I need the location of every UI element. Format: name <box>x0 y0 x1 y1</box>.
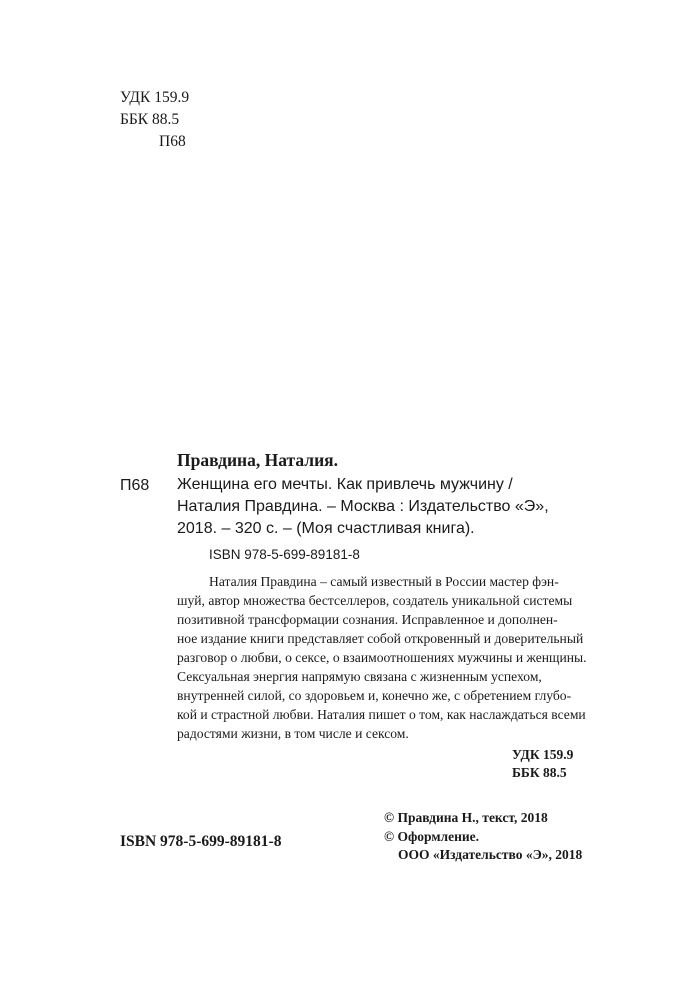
annotation-line: разговор о любви, о сексе, о взаимоотношениях мужчины и женщины. <box>177 650 587 665</box>
bbk-code: ББК 88.5 <box>120 111 180 128</box>
copyright-line: ООО «Издательство «Э», 2018 <box>398 847 583 862</box>
copyright-line: © Правдина Н., текст, 2018 <box>384 810 548 825</box>
record-title-block <box>177 474 549 540</box>
annotation-paragraph <box>177 572 599 743</box>
annotation-line: радостями жизни, в том числе и сексом. <box>177 726 409 741</box>
bbk-code-bold: ББК 88.5 <box>512 765 567 780</box>
codes-block <box>512 746 573 782</box>
udk-code-bold: УДК 159.9 <box>512 747 574 762</box>
annotation-line: ное издание книги представляет собой откровенный и доверительный <box>177 631 584 646</box>
record-title-line: Женщина его мечты. Как привлечь мужчину / <box>177 476 513 493</box>
record-author: Правдина, Наталия. <box>177 450 338 470</box>
copyright-line: © Оформление. <box>384 828 480 844</box>
annotation-line: кой и страстной любви. Наталия пишет о том, как наслаждаться всеми <box>177 707 586 722</box>
author-sign-code: П68 <box>159 133 186 150</box>
udk-code: УДК 159.9 <box>120 89 190 106</box>
record-title-line: Наталия Правдина. – Москва : Издательство «Э», <box>177 498 549 515</box>
record-title-line: 2018. – 320 с. – (Моя счастливая книга). <box>177 520 475 537</box>
record-isbn: ISBN 978-5-699-89181-8 <box>209 547 360 562</box>
annotation-line: шуй, автор множества бестселлеров, создатель уникальной системы <box>177 593 573 608</box>
annotation-line: внутренней силой, со здоровьем и, конечно же, с обретением глубо- <box>177 688 572 703</box>
record-author-sign: П68 <box>120 477 150 494</box>
annotation-line: Наталия Правдина – самый известный в России мастер фэн- <box>209 574 559 589</box>
annotation-line: Сексуальная энергия напрямую связана с жизненным успехом, <box>177 669 542 684</box>
footer-isbn: ISBN 978-5-699-89181-8 <box>120 833 282 850</box>
copyright-block <box>384 809 582 865</box>
annotation-line: позитивной трансформации сознания. Исправленное и дополнен- <box>177 612 558 627</box>
